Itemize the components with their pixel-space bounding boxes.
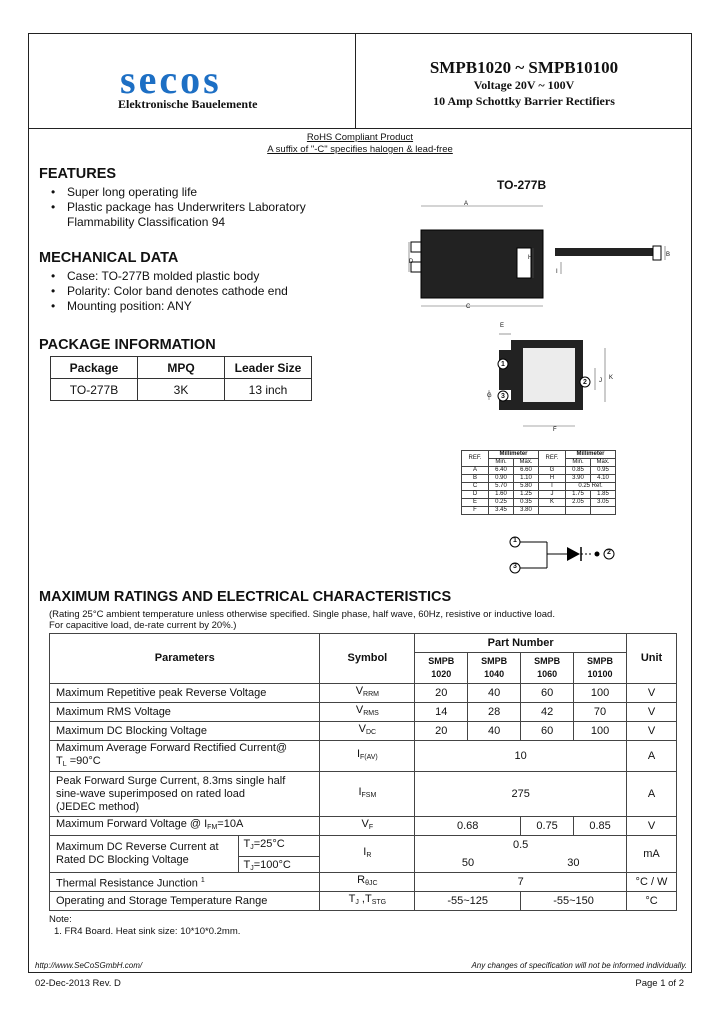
param-cell: Maximum RMS Voltage (50, 703, 320, 722)
part-number-header: Part Number (415, 634, 627, 653)
symbol-main: I (358, 786, 362, 798)
dim-cell: J (539, 491, 566, 499)
halogen-free-line: A suffix of "-C" specifies halogen & lead-free (267, 144, 453, 155)
table-row (462, 491, 616, 499)
table-row (462, 499, 616, 507)
temp-sub: J (250, 844, 254, 851)
symbol-sub: J (355, 899, 359, 906)
temp-conditions (238, 836, 319, 872)
symbol-cell (320, 873, 415, 892)
symbol-main: ,T (358, 893, 372, 905)
param-text: Maximum Average Forward Rectified Current@ (56, 741, 288, 754)
unit-cell: V (627, 722, 677, 741)
param-text: Rated DC Blocking Voltage (56, 854, 189, 866)
dim-max-header: Max. (591, 459, 616, 467)
value-cell: 275 (415, 772, 627, 817)
part-suffix: 1060 (537, 669, 558, 679)
table-row (50, 836, 677, 873)
param-cell: Maximum Repetitive peak Reverse Voltage (50, 684, 320, 703)
dim-cell: G (539, 467, 566, 475)
dim-cell: 0.35 (514, 499, 539, 507)
dim-cell: 1.10 (514, 475, 539, 483)
dim-min-header: Min. (566, 459, 591, 467)
schem-pin-2: 2 (607, 549, 611, 556)
part-col-1060 (521, 653, 574, 684)
part-suffix: 1040 (484, 669, 505, 679)
dim-cell: B (462, 475, 489, 483)
footnote-ref: 1 (200, 876, 205, 884)
param-text: Peak Forward Surge Current, 8.3ms single half (56, 774, 286, 787)
features-list (39, 185, 339, 230)
param-cell (50, 836, 320, 873)
table-row (50, 892, 677, 911)
note-1: 1. FR4 Board. Heat sink size: 10*10*0.2mm. (54, 926, 241, 937)
notes-label: Note: (49, 914, 72, 925)
temp-text: =25°C (253, 838, 285, 850)
unit-cell: V (627, 703, 677, 722)
symbol-sub: RMS (363, 710, 379, 717)
symbol-main: I (356, 748, 360, 760)
value-cell: 14 (415, 703, 468, 722)
param-text: =10A (217, 818, 244, 830)
value-cell: 60 (521, 684, 574, 703)
dim-cell: 2.05 (566, 499, 591, 507)
dim-label-i: I (556, 269, 558, 275)
unit-cell: V (627, 684, 677, 703)
dim-cell: I (539, 483, 566, 491)
dim-cell: K (539, 499, 566, 507)
param-sub: FM (207, 824, 218, 831)
symbol-header: Symbol (320, 634, 415, 684)
dim-label-j: J (599, 378, 602, 384)
parameters-header: Parameters (50, 634, 320, 684)
logo-subtitle: Elektronische Bauelemente (118, 97, 258, 111)
param-text: sine-wave superimposed on rated load (56, 787, 245, 800)
dim-label-h: H (528, 255, 533, 261)
value-cell: 0.85 (574, 817, 627, 836)
value-cell: -55~125 (415, 892, 521, 911)
temp-text: T (243, 859, 251, 871)
revision-date: 02-Dec-2013 Rev. D (35, 978, 121, 989)
dim-cell: 0.85 (566, 467, 591, 475)
part-col-1040 (468, 653, 521, 684)
table-row (50, 703, 677, 722)
dim-cell: 5.70 (489, 483, 514, 491)
dimension-table (461, 450, 616, 515)
table-row (50, 873, 677, 892)
symbol-cell (320, 836, 415, 873)
temp-text: T (243, 838, 251, 850)
symbol-cell (320, 684, 415, 703)
param-text: Thermal Resistance Junction (56, 877, 198, 890)
dim-cell: 0.25 (489, 499, 514, 507)
symbol-sub: RRM (363, 691, 379, 698)
symbol-main: I (363, 846, 367, 858)
unit-cell: A (627, 772, 677, 817)
list-item: • Plastic package has Underwriters Laboratory (39, 200, 339, 215)
symbol-main: V (355, 685, 364, 697)
temp-text: =100°C (253, 859, 291, 871)
unit-cell: °C / W (627, 873, 677, 892)
dim-mm-header: Millimeter (566, 451, 616, 459)
dim-label-c: C (466, 304, 471, 310)
value-cell: 42 (521, 703, 574, 722)
dim-cell: 3.05 (591, 499, 616, 507)
website-url[interactable]: http://www.SeCoSGmbH.com/ (35, 961, 143, 970)
dim-cell: 3.90 (566, 475, 591, 483)
part-prefix: SMPB (587, 656, 614, 666)
dim-max-header: Max. (514, 459, 539, 467)
dim-cell: 0.90 (489, 475, 514, 483)
dim-ref-header: REF. (539, 451, 566, 467)
part-col-10100 (574, 653, 627, 684)
symbol-sub: DC (365, 729, 377, 736)
symbol-sub: FSM (361, 792, 377, 799)
page-number: Page 1 of 2 (635, 978, 684, 989)
ratings-heading: MAXIMUM RATINGS AND ELECTRICAL CHARACTERISTICS (39, 589, 452, 605)
symbol-cell (320, 741, 415, 772)
value-cell: 20 (415, 722, 468, 741)
param-text: T (56, 754, 63, 767)
rohs-line: RoHS Compliant Product (306, 132, 414, 143)
dim-cell: F (462, 507, 489, 515)
param-text: (JEDEC method) (56, 800, 140, 813)
page-title: SMPB1020 ~ SMPB10100 (429, 58, 619, 77)
table-row (50, 684, 677, 703)
symbol-sub: θJC (365, 880, 378, 887)
list-item: • Super long operating life (39, 185, 339, 200)
temp-100 (239, 857, 319, 877)
dim-mm-header: Millimeter (489, 451, 539, 459)
symbol-main: R (357, 874, 366, 886)
ratings-note-2: For capacitive load, de-rate current by 20%.) (49, 620, 237, 631)
schem-pin-3: 3 (513, 563, 517, 570)
table-row (50, 817, 677, 836)
dim-min-header: Min. (489, 459, 514, 467)
table-row (50, 741, 677, 772)
table-row (50, 772, 677, 817)
dim-cell: C (462, 483, 489, 491)
ratings-note-1: (Rating 25°C ambient temperature unless otherwise specified. Single phase, half wave, 60Hz, resistive or inductive load. (49, 609, 555, 620)
symbol-main: V (361, 818, 369, 830)
schem-pin-1: 1 (513, 537, 517, 544)
param-cell: Operating and Storage Temperature Range (50, 892, 320, 911)
param-cell (50, 741, 320, 772)
value-cell: 100 (574, 684, 627, 703)
unit-cell: mA (627, 836, 677, 873)
mpq-header: MPQ (138, 357, 225, 379)
package-value: TO-277B (51, 379, 138, 401)
dim-label-b: B (666, 252, 671, 258)
value-cell: 0.75 (521, 817, 574, 836)
param-text-group (50, 836, 238, 872)
pin-1-label: 1 (501, 361, 505, 368)
value-text: 50 (461, 857, 475, 869)
dim-cell: 6.60 (514, 467, 539, 475)
table-row (462, 467, 616, 475)
package-header: Package (51, 357, 138, 379)
secos-logo: secos (120, 57, 222, 102)
dim-cell: 3.80 (514, 507, 539, 515)
value-cell: 100 (574, 722, 627, 741)
temp-sub: J (250, 865, 254, 872)
part-prefix: SMPB (534, 656, 561, 666)
part-suffix: 10100 (587, 669, 613, 679)
list-item: • Mounting position: ANY (39, 299, 339, 314)
dim-cell: D (462, 491, 489, 499)
dim-cell: H (539, 475, 566, 483)
ratings-table (49, 633, 677, 911)
param-text: =90°C (66, 754, 101, 767)
mpq-value: 3K (138, 379, 225, 401)
mechanical-heading: MECHANICAL DATA (39, 250, 179, 266)
unit-cell: A (627, 741, 677, 772)
value-cell: 40 (468, 684, 521, 703)
leader-size-value: 13 inch (225, 379, 312, 401)
value-cell: 0.68 (415, 817, 521, 836)
table-row (50, 722, 677, 741)
list-item: • Polarity: Color band denotes cathode end (39, 284, 339, 299)
part-col-1020 (415, 653, 468, 684)
dim-label-g: G (487, 393, 492, 399)
dim-ref-header: REF. (462, 451, 489, 467)
param-text: Maximum Forward Voltage @ I (56, 818, 208, 830)
table-row (462, 507, 616, 515)
symbol-sub: STG (371, 899, 387, 906)
pin-2-label: 2 (583, 379, 587, 386)
dim-cell: 6.40 (489, 467, 514, 475)
symbol-cell (320, 772, 415, 817)
value-cell: -55~150 (521, 892, 627, 911)
table-row (462, 475, 616, 483)
value-split (415, 854, 626, 872)
features-heading: FEATURES (39, 166, 117, 182)
dim-cell: 1.75 (566, 491, 591, 499)
dim-label-d: D (409, 259, 414, 265)
package-heading: PACKAGE INFORMATION (39, 337, 216, 353)
dim-cell: 0.25 Ref. (566, 483, 616, 491)
value-cell: 40 (468, 722, 521, 741)
disclaimer: Any changes of specification will not be informed individually. (471, 961, 687, 970)
param-text: Maximum DC Reverse Current at (56, 841, 219, 853)
symbol-cell (320, 892, 415, 911)
unit-cell: °C (627, 892, 677, 911)
dim-cell: 0.95 (591, 467, 616, 475)
param-sub: L (62, 760, 67, 768)
value-cell: 10 (415, 741, 627, 772)
value-cell (415, 836, 627, 873)
param-cell (50, 772, 320, 817)
package-table (50, 356, 312, 401)
temp-25 (239, 836, 319, 857)
param-cell (50, 817, 320, 836)
dim-cell: 1.85 (591, 491, 616, 499)
list-item: • Case: TO-277B molded plastic body (39, 269, 339, 284)
symbol-cell (320, 817, 415, 836)
value-text: 30 (567, 857, 580, 869)
symbol-sub: R (366, 852, 372, 859)
part-prefix: SMPB (428, 656, 455, 666)
dim-cell: 3.45 (489, 507, 514, 515)
voltage-range: Voltage 20V ~ 100V (473, 78, 575, 92)
dim-label-a: A (464, 201, 469, 207)
dim-cell: E (462, 499, 489, 507)
list-item: Flammability Classification 94 (67, 215, 226, 229)
mechanical-list (39, 269, 339, 314)
drawing-title: TO-277B (497, 178, 547, 192)
value-cell: 7 (415, 873, 627, 892)
symbol-sub: F (368, 824, 374, 831)
dim-cell: A (462, 467, 489, 475)
symbol-main: T (348, 893, 356, 905)
dim-label-e: E (500, 323, 505, 329)
param-cell: Maximum DC Blocking Voltage (50, 722, 320, 741)
dim-cell: 5.80 (514, 483, 539, 491)
product-description: 10 Amp Schottky Barrier Rectifiers (433, 94, 615, 108)
value-cell: 70 (574, 703, 627, 722)
unit-header: Unit (627, 634, 677, 684)
value-cell: 28 (468, 703, 521, 722)
dim-cell: 4.10 (591, 475, 616, 483)
symbol-main: V (358, 723, 366, 735)
value-cell: 20 (415, 684, 468, 703)
part-suffix: 1020 (431, 669, 452, 679)
symbol-main: V (355, 704, 364, 716)
value-text: 0.5 (512, 839, 529, 851)
dim-cell: 1.25 (514, 491, 539, 499)
symbol-sub: F(AV) (360, 754, 378, 761)
pin-3-label: 3 (501, 393, 505, 400)
symbol-cell (320, 703, 415, 722)
part-prefix: SMPB (481, 656, 508, 666)
dim-label-f: F (553, 427, 557, 433)
value-cell: 60 (521, 722, 574, 741)
dim-cell: 1.60 (489, 491, 514, 499)
package-drawing (395, 190, 695, 440)
leader-size-header: Leader Size (225, 357, 312, 379)
table-row (462, 483, 616, 491)
dim-label-k: K (609, 375, 614, 381)
symbol-cell (320, 722, 415, 741)
unit-cell: V (627, 817, 677, 836)
